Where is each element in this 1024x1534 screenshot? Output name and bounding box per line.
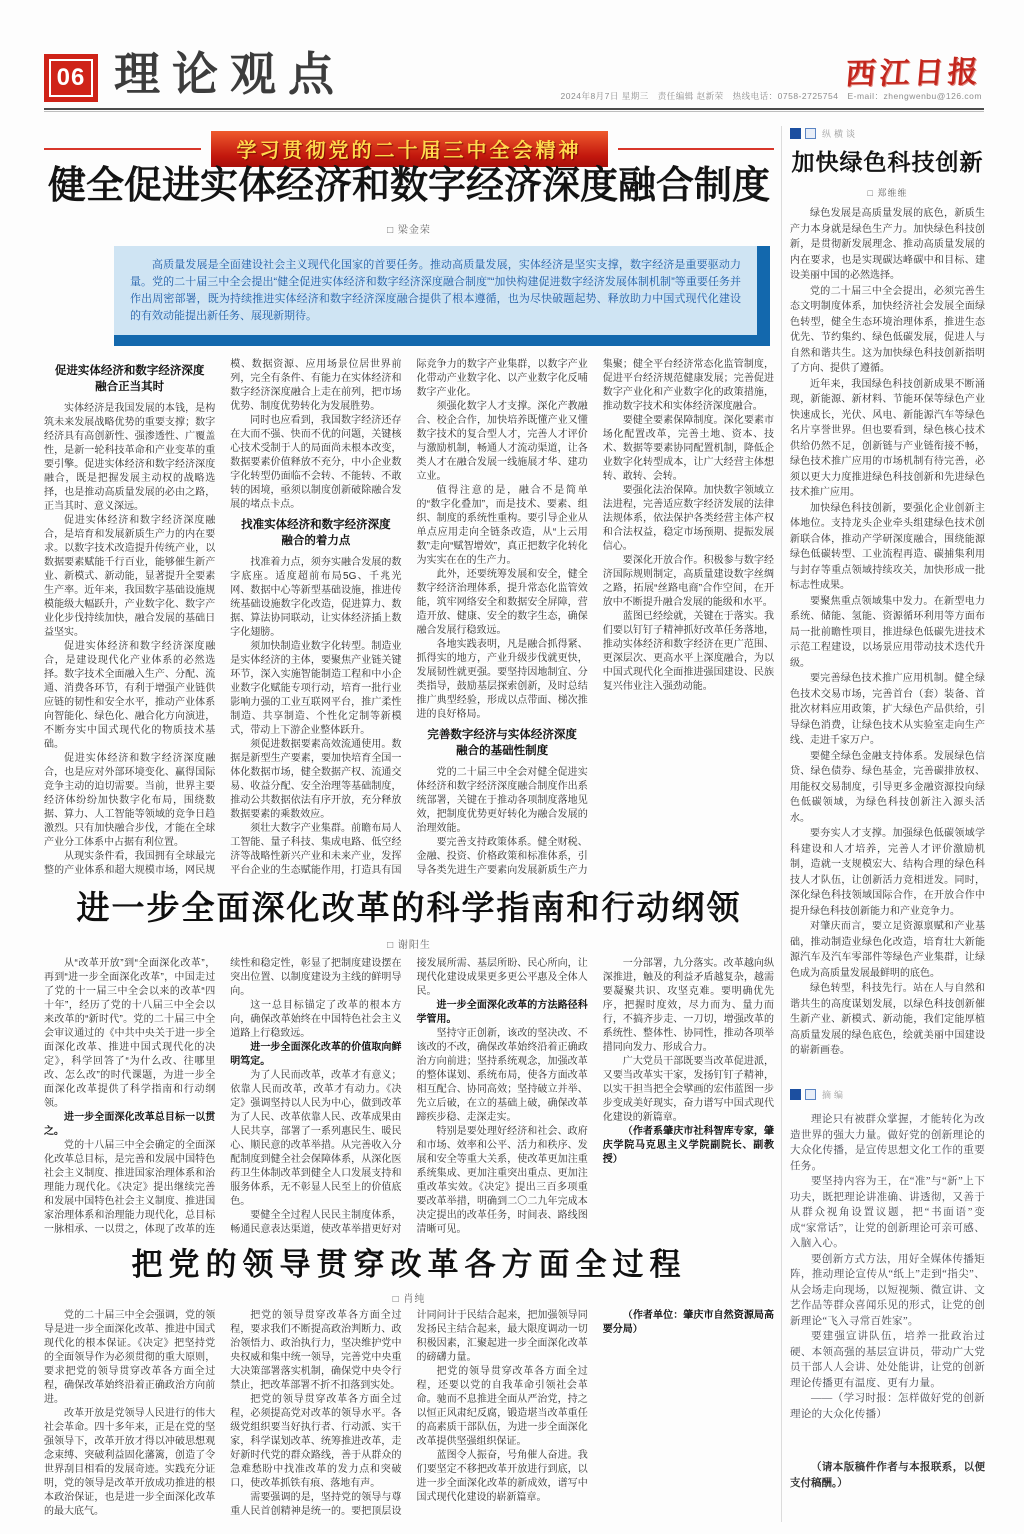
sidebar-column-tag [790, 127, 985, 140]
subhead-1: 促进实体经济和数字经济深度融合正当其时 [54, 365, 205, 393]
bottom-byline: □ 肖纯 [392, 1294, 426, 1305]
kicker-banner: 学习贯彻党的二十届三中全会精神 [211, 131, 608, 167]
column-tag-label: 纵横谈 [822, 129, 859, 139]
bottom-author-note: （作者单位：肇庆市自然资源局高要分局） [602, 1310, 774, 1335]
subhead-2: 找准实体经济和数字经济深度融合的着力点 [241, 519, 391, 547]
sidebar-byline: □ 郑维维 [867, 188, 908, 198]
middle-part-4: 坚持守正创新，该改的坚决改、不该改的不改，确保改革始终沿着正确政治方向前进；坚持系统观念，加强改革的整体谋划、系统布局，使各方面改革相互配合、协同高效；坚持破立并举、先立后破，在立的基础上破，确保改革蹄疾步稳、走深走实。 特别是要处理好经济和社会、政府和市场、效率和公平、活力和秩序、发展和安全等重大关系，使改革更加注重系统集成、更加注重突出重点、更加注重改革实效。《决定》提出三百多项重要改革举措，明确到二〇二九年完成本决定提出的改革任务，时间表、路线图清晰可见。 一分部署，九分落实。改革越向纵深推进，触及的利益矛盾越复杂，越需要凝聚共识、攻坚克难。要明确优先序，把握时度效，尽力而为、量力而行，不搞齐步走、一刀切，增强改革的系统性、整体性、协同性，推动各项举措同向发力、形成合力。 广大党员干部既要当改革促进派，又要当改革实干家，发扬钉钉子精神，以实干担当把全会擘画的宏伟蓝图一步步变成美好现实，奋力谱写中国式现代化建设的新篇章。 [416, 958, 774, 1235]
middle-author-note: （作者系肇庆市社科智库专家，肇庆学院马克思主义学院副院长、副教授） [602, 1126, 774, 1165]
bottom-article-body [44, 1309, 774, 1522]
column-divider [781, 126, 782, 1522]
masthead-logo: 西江日报 [844, 55, 984, 92]
page-number-badge [44, 54, 98, 102]
main-article-body [44, 358, 774, 878]
main-part-3: 党的二十届三中全会对健全促进实体经济和数字经济深度融合制度作出系统部署，关键在于推动各项制度落地见效，把制度优势更好转化为融合发展的治理效能。 要完善支持政策体系。健全财税、金融、投资、价格政策和标准体系，引导各类先进生产要素向发展新质生产力集聚；健全平台经济常态化监管制度，促进平台经济规范健康发展；完善促进数字产业化和产业数字化的政策措施，推动数字技术和实体经济深度融合。 要健全要素保障制度。深化要素市场化配置改革，完善土地、资本、技术、数据等要素协同配置机制，降低企业数字化转型成本，让广大经营主体想转、敢转、会转。 要强化法治保障。加快数字领域立法进程，完善适应数字经济发展的法律法规体系，依法保护各类经营主体产权和合法权益，稳定市场预期、提振发展信心。 要深化开放合作。积极参与数字经济国际规则制定，高质量建设数字丝绸之路，拓展“丝路电商”合作空间，在开放中不断提升融合发展的能级和水平。 蓝图已经绘就，关键在于落实。我们要以钉钉子精神抓好改革任务落地，推动实体经济和数字经济在更广范围、更深层次、更高水平上深度融合，为以中国式现代化全面推进强国建设、民族复兴伟业注入强劲动能。 [416, 359, 774, 876]
header-rule [44, 108, 984, 112]
column-tag-icon-outline [805, 1089, 816, 1100]
excerpt-column-tag [790, 1088, 985, 1101]
intro-summary-box [114, 246, 770, 346]
header-info-line: 2024年8月7日 星期三 责任编辑 赵新荣 热线电话：0758-2725754 E-mail：zhengwenbu@126.com [560, 91, 982, 101]
page-number: 06 [49, 59, 93, 97]
main-part-1: 实体经济是我国发展的本钱，是构筑未来发展战略优势的重要支撑；数字经济具有高创新性、强渗透性、广覆盖性，是新一轮科技革命和产业变革的重要引擎。促进实体经济和数字经济深度融合，既是把握发展主动权的战略选择，也是推动高质量发展的必由之路，正当其时、意义深远。 促进实体经济和数字经济深度融合，是培育和发展新质生产力的内在要求。以数字技术改造提升传统产业，以数据要素赋能千行百业，能够催生新产业、新模式、新动能，显著提升全要素生产率。近年来，我国数字基础设施规模能级大幅跃升，产业数字化、数字产业化步伐持续加快，融合发展的基础日益坚实。 促进实体经济和数字经济深度融合，是建设现代化产业体系的必然选择。数字技术全面融入生产、分配、流通、消费各环节，有利于增强产业链供应链的韧性和安全水平，推动产业体系向智能化、绿色化、融合化方向演进，不断夯实中国式现代化的物质技术基础。 促进实体经济和数字经济深度融合，也是应对外部环境变化、赢得国际竞争主动的迫切需要。当前，世界主要经济体纷纷加快数字化布局，围绕数据、算力、人工智能等领域的竞争日趋激烈。只有加快融合步伐，才能在全球产业分工体系中占据有利位置。 从现实条件看，我国拥有全球最完整的产业体系和超大规模市场，网民规模、数据资源、应用场景位居世界前列，完全有条件、有能力在实体经济和数字经济深度融合上走在前列，把市场优势、制度优势转化为发展胜势。 同时也应看到，我国数字经济还存在大而不强、快而不优的问题，关键核心技术受制于人的局面尚未根本改变，数据要素价值释放不充分，中小企业数字化转型仍面临不会转、不能转、不敢转的困境，亟须以制度创新破除融合发展的堵点卡点。 [44, 359, 402, 876]
payment-notice: （请本版稿件作者与本报联系，以便支付稿酬。） [790, 1462, 985, 1489]
middle-headline: 进一步全面深化改革的科学指南和行动纲领 [76, 891, 742, 927]
column-tag-icon [790, 128, 801, 139]
kicker-line-left [44, 148, 201, 150]
main-part-2: 找准着力点，须夯实融合发展的数字底座。适度超前布局5G、千兆光网、数据中心等新型基础设施，推进传统基础设施数字化改造，促进算力、数据、算法协同联动，让实体经济插上数字化翅膀。 须加快制造业数字化转型。制造业是实体经济的主体，要聚焦产业链关键环节，深入实施智能制造工程和中小企业数字化赋能专项行动，培育一批行业影响力强的工业互联网平台，推广柔性制造、共享制造、个性化定制等新模式，带动上下游企业整体跃升。 须促进数据要素高效流通使用。数据是新型生产要素，要加快培育全国一体化数据市场，健全数据产权、流通交易、收益分配、安全治理等基础制度，推动公共数据依法有序开放，充分释放数据要素的乘数效应。 须壮大数字产业集群。前瞻布局人工智能、量子科技、集成电路、低空经济等战略性新兴产业和未来产业，发挥平台企业的生态赋能作用，打造具有国际竞争力的数字产业集群，以数字产业化带动产业数字化、以产业数字化反哺数字产业化。 须强化数字人才支撑。深化产教融合、校企合作，加快培养既懂产业又懂数字技术的复合型人才，完善人才评价与激励机制，畅通人才流动渠道，让各类人才在融合发展一线施展才华、建功立业。 值得注意的是，融合不是简单的“数字化叠加”，而是技术、要素、组织、制度的系统性重构。要引导企业从单点应用走向全链条改造，从“上云用数”走向“赋智增效”，真正把数字化转化为实实在在的生产力。 此外，还要统筹发展和安全，健全数字经济治理体系，提升常态化监管效能，筑牢网络安全和数据安全屏障，营造开放、健康、安全的数字生态，确保融合发展行稳致远。 各地实践表明，凡是融合抓得紧、抓得实的地方，产业升级步伐就更快，发展韧性就更强。要坚持因地制宜、分类指导，鼓励基层探索创新，及时总结推广典型经验，形成以点带面、梯次推进的良好格局。 [230, 359, 588, 876]
section-title: 理论观点 [114, 48, 346, 100]
lead-sentence-3: 进一步全面深化改革的方法路径科学管用。 [416, 1000, 588, 1025]
middle-part-2: 党的十八届三中全会确定的全面深化改革总目标，是完善和发展中国特色社会主义制度、推进国家治理体系和治理能力现代化。《决定》提出继续完善和发展中国特色社会主义制度、推进国家治理体系和治理能力现代化，总目标一脉相承、一以贯之，体现了改革的连续性和稳定性，彰显了把制度建设摆在突出位置、以制度建设为主线的鲜明导向。 这一总目标锚定了改革的根本方向，确保改革始终在中国特色社会主义道路上行稳致远。 [44, 958, 402, 1235]
lead-sentence-2: 进一步全面深化改革的价值取向鲜明笃定。 [230, 1042, 402, 1067]
subhead-3: 完善数字经济与实体经济深度融合的基础性制度 [427, 729, 577, 757]
middle-part-3: 为了人民而改革，改革才有意义；依靠人民而改革，改革才有动力。《决定》强调坚持以人民为中心，做到改革为了人民、改革依靠人民、改革成果由人民共享，部署了一系列惠民生、暖民心、顺民意的改革举措。从完善收入分配制度到健全社会保障体系，从深化医药卫生体制改革到健全人口发展支持和服务体系，无不彰显人民至上的价值底色。 要健全全过程人民民主制度体系，畅通民意表达渠道，使改革举措更好对接发展所需、基层所盼、民心所向，让现代化建设成果更多更公平惠及全体人民。 [230, 958, 588, 1235]
lead-sentence-1: 进一步全面深化改革总目标一以贯之。 [44, 1112, 216, 1137]
intro-summary-text: 高质量发展是全面建设社会主义现代化国家的首要任务。推动高质量发展，实体经济是坚实支撑，数字经济是重要驱动力量。党的二十届三中全会提出“健全促进实体经济和数字经济深度融合制度”“加快构建促进数字经济发展体制机制”等重要任务并作出周密部署，既为持续推进实体经济和数字经济深度融合提供了根本遵循，也为尽快破题起势、释放助力中国式现代化建设的有效动能提出新任务、展现新期待。 [130, 259, 741, 322]
middle-intro: 从“改革开放”到“全面深化改革”，再到“进一步全面深化改革”，中国走过了党的十一届三中全会以来的改革“四十年”，经历了党的十八届三中全会以来改革的“新时代”。党的二十届三中全会审议通过的《中共中央关于进一步全面深化改革、推进中国式现代化的决定》，科学回答了“为什么改、往哪里改、怎么改”的时代课题，为进一步全面深化改革提供了科学指南和行动纲领。 [44, 958, 216, 1109]
excerpt-body: 理论只有被群众掌握，才能转化为改造世界的强大力量。做好党的创新理论的大众化传播，是宣传思想文化工作的重要任务。 要坚持内容为王，在“准”与“新”上下功夫，既把理论讲准确、讲透彻，又善于从群众视角设置议题，把“书面语”变成“家常话”，让党的创新理论可亲可感、入脑入心。 要创新方式方法，用好全媒体传播矩阵，推动理论宣传从“纸上”走到“指尖”、从会场走向现场，以短视频、微宣讲、文艺作品等群众喜闻乐见的形式，让党的创新理论“飞入寻常百姓家”。 要建强宣讲队伍，培养一批政治过硬、本领高强的基层宣讲员，带动广大党员干部人人会讲、处处能讲，让党的创新理论传播更有温度、更有力量。 ——（学习时报：怎样做好党的创新理论的大众化传播） [790, 1114, 985, 1420]
column-tag-icon [790, 1089, 801, 1100]
excerpt-tag-label: 摘编 [822, 1090, 847, 1100]
middle-byline: □ 谢阳生 [387, 940, 431, 951]
main-headline: 健全促进实体经济和数字经济深度融合制度 [47, 165, 770, 207]
sidebar-headline: 加快绿色科技创新 [791, 150, 984, 175]
kicker-line-right [618, 148, 775, 150]
main-byline: □ 梁金荣 [387, 225, 431, 236]
middle-article-body [44, 957, 774, 1241]
bottom-paragraphs: 党的二十届三中全会强调，党的领导是进一步全面深化改革、推进中国式现代化的根本保证。《决定》把坚持党的全面领导作为必须贯彻的重大原则，要求把党的领导贯穿改革各方面全过程，确保改革始终沿着正确政治方向前进。 改革开放是党领导人民进行的伟大社会革命。四十多年来，正是在党的坚强领导下，改革开放才得以冲破思想观念束缚、突破利益固化藩篱，创造了令世界刮目相看的发展奇迹。实践充分证明，党的领导是改革开放成功推进的根本政治保证，也是进一步全面深化改革的最大底气。 把党的领导贯穿改革各方面全过程，要求我们不断提高政治判断力、政治领悟力、政治执行力，坚决维护党中央权威和集中统一领导，完善党中央重大决策部署落实机制，确保党中央令行禁止，把改革部署不折不扣落到实处。 把党的领导贯穿改革各方面全过程，必须提高党对改革的领导水平。各级党组织要当好执行者、行动派、实干家，科学谋划改革、统筹推进改革，走好新时代党的群众路线，善于从群众的急难愁盼中找准改革的发力点和突破口，使改革抓铁有痕、落地有声。 需要强调的是，坚持党的领导与尊重人民首创精神是统一的。要把顶层设计同问计于民结合起来，把加强领导同发扬民主结合起来，最大限度调动一切积极因素，汇聚起进一步全面深化改革的磅礴力量。 把党的领导贯穿改革各方面全过程，还要以党的自我革命引领社会革命。驰而不息推进全面从严治党，持之以恒正风肃纪反腐，锻造堪当改革重任的高素质干部队伍，为进一步全面深化改革提供坚强组织保证。 蓝图令人振奋，号角催人奋进。我们要坚定不移把改革开放进行到底，以进一步全面深化改革的新成效，谱写中国式现代化建设的崭新篇章。 [44, 1310, 588, 1517]
sidebar-article-body: 绿色发展是高质量发展的底色，新质生产力本身就是绿色生产力。加快绿色科技创新，是贯彻新发展理念、推动高质量发展的内在要求，也是实现碳达峰碳中和目标、建设美丽中国的必然选择。 党的二十届三中全会提出，必须完善生态文明制度体系，加快经济社会发展全面绿色转型，健全生态环境治理体系，推进生态优先、节约集约、绿色低碳发展，促进人与自然和谐共生。这为加快绿色科技创新指明了方向、提供了遵循。 近年来，我国绿色科技创新成果不断涌现，新能源、新材料、节能环保等绿色产业快速成长，光伏、风电、新能源汽车等绿色名片享誉世界。但也要看到，绿色核心技术供给仍然不足，创新链与产业链衔接不畅，绿色技术推广应用的市场机制有待完善，必须以更大力度推进绿色科技创新和先进绿色技术推广应用。 加快绿色科技创新，要强化企业创新主体地位。支持龙头企业牵头组建绿色技术创新联合体，推动产学研深度融合，围绕能源绿色低碳转型、工业流程再造、碳捕集利用与封存等重点领域持续攻关，加快形成一批标志性成果。 要聚焦重点领域集中发力。在新型电力系统、储能、氢能、资源循环利用等方面布局一批前瞻性项目，推进绿色低碳先进技术示范工程建设，以场景应用带动技术迭代升级。 要完善绿色技术推广应用机制。健全绿色技术交易市场，完善首台（套）装备、首批次材料应用政策，扩大绿色产品供给，引导绿色消费，让绿色技术从实验室走向生产线、走进千家万户。 要健全绿色金融支持体系。发展绿色信贷、绿色债券、绿色基金，完善碳排放权、用能权交易制度，引导更多金融资源投向绿色低碳领域，为绿色科技创新注入源头活水。 要夯实人才支撑。加强绿色低碳领域学科建设和人才培养，完善人才评价激励机制，造就一支规模宏大、结构合理的绿色科技人才队伍，让创新活力竞相迸发。同时，深化绿色科技领域国际合作，在开放合作中提升绿色科技创新能力和产业竞争力。 对肇庆而言，要立足资源禀赋和产业基础，推动制造业绿色化改造，培育壮大新能源汽车及汽车零部件等绿色产业集群，让绿色成为高质量发展最鲜明的底色。 绿色转型，科技先行。站在人与自然和谐共生的高度谋划发展，以绿色科技创新催生新产业、新模式、新动能，我们定能厚植高质量发展的绿色底色，绘就美丽中国建设的崭新画卷。 [790, 208, 985, 1056]
column-tag-icon-outline [805, 128, 816, 139]
bottom-headline: 把党的领导贯穿改革各方面全过程 [131, 1247, 687, 1282]
